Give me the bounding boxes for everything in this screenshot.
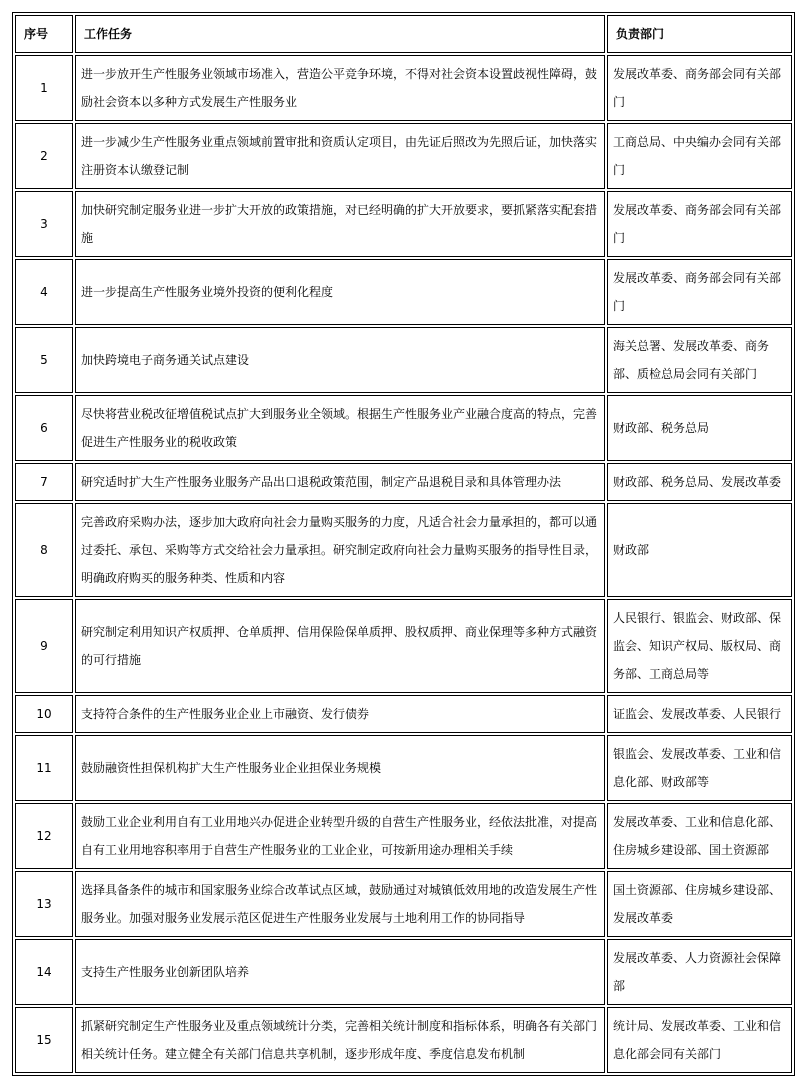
row-number: 8 [15, 503, 73, 597]
row-dept: 财政部、税务总局、发展改革委 [607, 463, 792, 501]
header-task: 工作任务 [75, 15, 605, 53]
row-task: 研究制定利用知识产权质押、仓单质押、信用保险保单质押、股权质押、商业保理等多种方式融资的可行措施 [75, 599, 605, 693]
table-row [15, 191, 792, 257]
row-task: 选择具备条件的城市和国家服务业综合改革试点区域，鼓励通过对城镇低效用地的改造发展生产性服务业。加强对服务业发展示范区促进生产性服务业发展与土地利用工作的协同指导 [75, 871, 605, 937]
row-task: 完善政府采购办法，逐步加大政府向社会力量购买服务的力度，凡适合社会力量承担的，都可以通过委托、承包、采购等方式交给社会力量承担。研究制定政府向社会力量购买服务的指导性目录，明确政府购买的服务种类、性质和内容 [75, 503, 605, 597]
table-row [15, 503, 792, 597]
row-number: 15 [15, 1007, 73, 1073]
row-dept: 财政部 [607, 503, 792, 597]
row-task: 支持符合条件的生产性服务业企业上市融资、发行债券 [75, 695, 605, 733]
row-task: 支持生产性服务业创新团队培养 [75, 939, 605, 1005]
row-number: 1 [15, 55, 73, 121]
table-row [15, 695, 792, 733]
row-dept: 工商总局、中央编办会同有关部门 [607, 123, 792, 189]
row-number: 3 [15, 191, 73, 257]
table-row [15, 123, 792, 189]
task-table [12, 12, 795, 1076]
row-number: 13 [15, 871, 73, 937]
row-number: 2 [15, 123, 73, 189]
table-row [15, 735, 792, 801]
table-row [15, 395, 792, 461]
row-task: 研究适时扩大生产性服务业服务产品出口退税政策范围，制定产品退税目录和具体管理办法 [75, 463, 605, 501]
table-row [15, 1007, 792, 1073]
table-row [15, 259, 792, 325]
row-number: 4 [15, 259, 73, 325]
row-task: 进一步减少生产性服务业重点领域前置审批和资质认定项目，由先证后照改为先照后证，加快落实注册资本认缴登记制 [75, 123, 605, 189]
row-number: 14 [15, 939, 73, 1005]
row-number: 6 [15, 395, 73, 461]
table-body [15, 55, 792, 1073]
row-dept: 发展改革委、商务部会同有关部门 [607, 55, 792, 121]
row-dept: 财政部、税务总局 [607, 395, 792, 461]
row-dept: 发展改革委、工业和信息化部、住房城乡建设部、国土资源部 [607, 803, 792, 869]
table-row [15, 871, 792, 937]
row-number: 12 [15, 803, 73, 869]
row-task: 进一步提高生产性服务业境外投资的便利化程度 [75, 259, 605, 325]
row-task: 鼓励融资性担保机构扩大生产性服务业企业担保业务规模 [75, 735, 605, 801]
row-number: 9 [15, 599, 73, 693]
table-row [15, 55, 792, 121]
row-dept: 证监会、发展改革委、人民银行 [607, 695, 792, 733]
table-row [15, 463, 792, 501]
row-number: 11 [15, 735, 73, 801]
row-dept: 人民银行、银监会、财政部、保监会、知识产权局、版权局、商务部、工商总局等 [607, 599, 792, 693]
row-dept: 银监会、发展改革委、工业和信息化部、财政部等 [607, 735, 792, 801]
row-task: 加快跨境电子商务通关试点建设 [75, 327, 605, 393]
table-row [15, 599, 792, 693]
table-row [15, 327, 792, 393]
table-row [15, 939, 792, 1005]
row-number: 5 [15, 327, 73, 393]
row-task: 进一步放开生产性服务业领域市场准入，营造公平竞争环境，不得对社会资本设置歧视性障碍，鼓励社会资本以多种方式发展生产性服务业 [75, 55, 605, 121]
row-dept: 国土资源部、住房城乡建设部、发展改革委 [607, 871, 792, 937]
row-task: 加快研究制定服务业进一步扩大开放的政策措施，对已经明确的扩大开放要求，要抓紧落实配套措施 [75, 191, 605, 257]
row-dept: 发展改革委、商务部会同有关部门 [607, 259, 792, 325]
row-dept: 统计局、发展改革委、工业和信息化部会同有关部门 [607, 1007, 792, 1073]
row-task: 鼓励工业企业利用自有工业用地兴办促进企业转型升级的自营生产性服务业，经依法批准，对提高自有工业用地容积率用于自营生产性服务业的工业企业，可按新用途办理相关手续 [75, 803, 605, 869]
header-row [15, 15, 792, 53]
header-no: 序号 [15, 15, 73, 53]
row-number: 10 [15, 695, 73, 733]
row-number: 7 [15, 463, 73, 501]
row-dept: 发展改革委、商务部会同有关部门 [607, 191, 792, 257]
row-task: 抓紧研究制定生产性服务业及重点领域统计分类，完善相关统计制度和指标体系，明确各有关部门相关统计任务。建立健全有关部门信息共享机制，逐步形成年度、季度信息发布机制 [75, 1007, 605, 1073]
table-row [15, 803, 792, 869]
row-dept: 海关总署、发展改革委、商务部、质检总局会同有关部门 [607, 327, 792, 393]
row-dept: 发展改革委、人力资源社会保障部 [607, 939, 792, 1005]
row-task: 尽快将营业税改征增值税试点扩大到服务业全领域。根据生产性服务业产业融合度高的特点，完善促进生产性服务业的税收政策 [75, 395, 605, 461]
header-dept: 负责部门 [607, 15, 792, 53]
